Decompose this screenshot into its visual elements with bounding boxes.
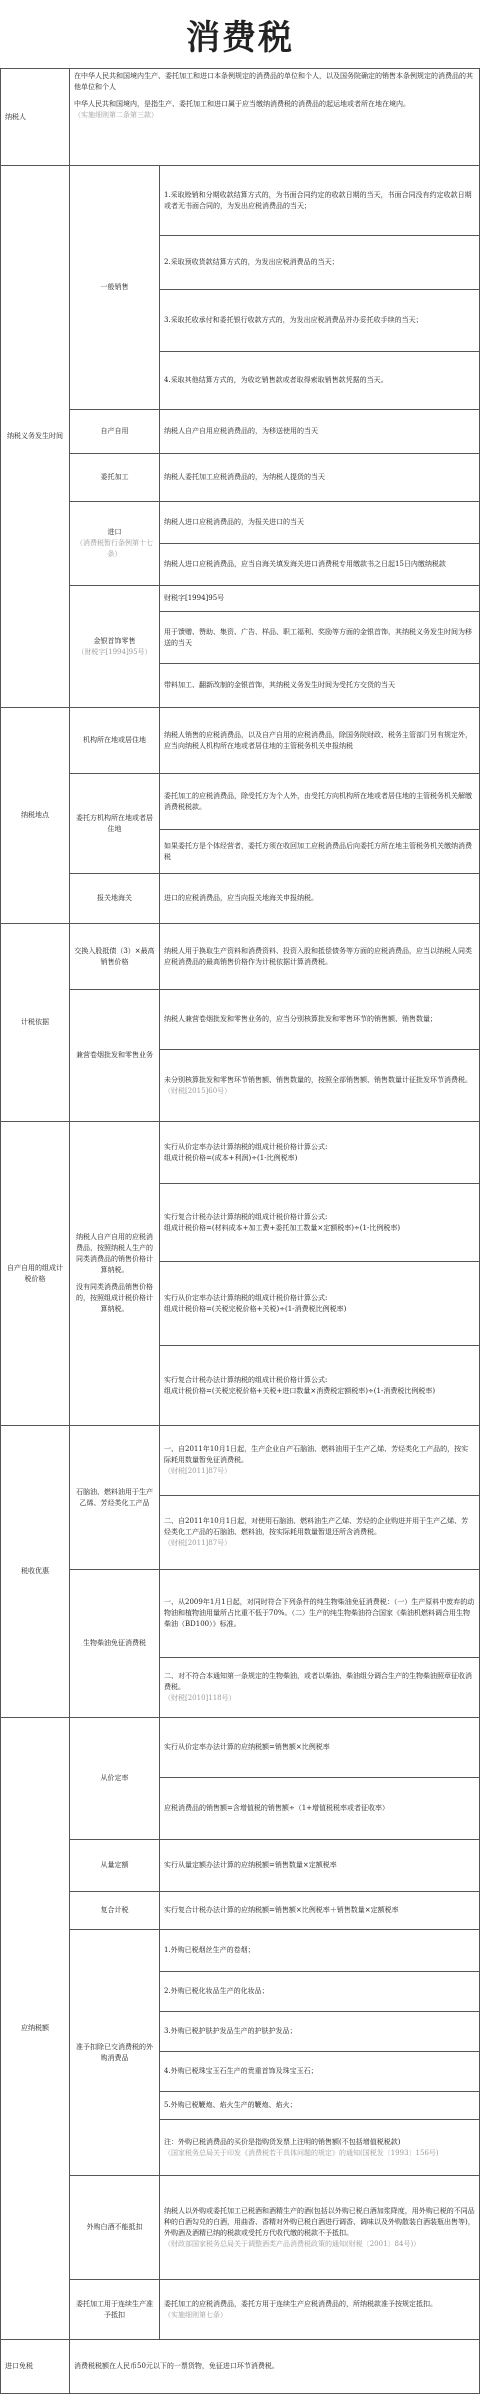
basis-highest-label: 交换入股抵债（3）×最高销售价格 [70,924,160,990]
preferences-oil-note1: （财税[2011]87号） [164,1467,232,1475]
taxpayer-text2: 中华人民共和国境内，是指生产、委托加工和进口属于应当缴纳消费税的消费品的起运地或者所在地在境内。 [74,100,410,108]
payable-imported-cell [160,2176,480,2280]
payable-specific-label: 从量定额 [70,1840,160,1892]
timing-sales-item: 2.采取预收货款结算方式的，为发出应税消费品的当天； [160,236,480,290]
payable-recovered-label: 委托加工用于连续生产准予抵扣 [70,2280,160,2340]
basis-combined-text1: 纳税人兼营卷烟批发和零售业务的，应当分别核算批发和零售环节的销售额、销售数量； [160,990,480,1050]
timing-self-use-text: 纳税人自产自用应税消费品的，为移送使用的当天 [160,410,480,454]
basis-combined-text2: 未分别核算批发和零售环节销售额、销售数量的，按照全部销售额、销售数量计征批发环节消费税。 [164,1075,472,1084]
timing-label: 纳税义务发生时间 [0,166,70,708]
basis-label: 计税依据 [0,924,70,1122]
self-made-formula: 组成计税价格=(材料成本+加工费+委托加工数量×定额税率)÷(1-比例税率) [164,1223,401,1232]
timing-self-use-label: 自产自用 [70,410,160,454]
timing-sales-item: 1.采取赊销和分期收款结算方式的，为书面合同约定的收款日期的当天，书面合同没有约定收款日期或者无书面合同的，为发出应税消费品的当天； [160,166,480,236]
taxpayer-text: 在中华人民共和国境内生产、委托加工和进口本条例规定的消费品的单位和个人，以及国务院确定的销售本条例规定的消费品的其他单位和个人 [74,72,473,91]
self-made-formula-row [160,1184,480,1262]
payable-deduct-item: 4.外购已税珠宝玉石生产的贵重首饰及珠宝玉石； [160,2052,480,2092]
payable-recovered-cell [160,2280,480,2340]
self-made-sub-label2: 没有同类消费品销售价格的，按照组成计税价格计算纳税。 [76,1283,153,1313]
taxpayer-definition [70,68,480,166]
preferences-bio-label: 生物柴油免征消费税 [70,1570,160,1718]
taxpayer-label: 纳税人 [0,68,70,166]
exemption-label: 进口免税 [0,2340,70,2394]
self-made-sub-cell [70,1122,160,1426]
payable-deduct-item: 5.外购已税鞭炮、焰火生产的鞭炮、焰火； [160,2092,480,2120]
taxpayer-note: （实施细则第二条第三款） [74,111,158,119]
timing-gold-text1: 用于馈赠、赞助、集资、广告、样品、职工福利、奖励等方面的金银首饰，其纳税义务发生时间为移送的当天 [160,612,480,664]
self-made-formula-intro: 实行复合计税办法计算纳税的组成计税价格计算公式: [164,1375,328,1384]
timing-gold-doc: 财税字[1994]95号 [160,586,480,612]
payable-imported-text: 纳税人以外购或委托加工已税酒和酒精生产的酒(包括以外购已税白酒加浆降度，用外购已税的不同品种的白酒勾兑的白酒，用曲香、香精对外购已税白酒进行调香、调味以及外购散装白酒装瓶出售等)，外购酒及酒精已纳的税款或受托方代收代缴的税款不予抵扣。 [164,2206,475,2237]
preferences-label: 税收优惠 [0,1426,70,1718]
page-title: 消费税 [186,17,294,58]
self-made-formula-row [160,1262,480,1346]
timing-sales-item: 3.采取托收承付和委托银行收款方式的，为发出应税消费品并办妥托收手续的当天； [160,290,480,352]
self-made-formula-intro: 实行复合计税办法计算纳税的组成计税价格计算公式: [164,1212,328,1221]
location-customs-label: 报关地海关 [70,874,160,924]
self-made-formula-intro: 实行从价定率办法计算纳税的组成计税价格计算公式: [164,1293,328,1302]
timing-commissioned-label: 委托加工 [70,454,160,502]
preferences-oil-text2: 二、自2011年10月1日起，对使用石脑油、燃料油生产乙烯、芳烃的企业购进并用于生产乙烯、芳烃类化工产品的石脑油、燃料油，按实际耗用数量暂退还所含消费税。 [164,1517,469,1536]
self-made-formula-intro: 实行从价定率办法计算纳税的组成计税价格计算公式: [164,1142,328,1151]
self-made-formula: 组成计税价格=(成本+利润)÷(1-比例税率) [164,1153,298,1162]
timing-sales-item: 4.采取其他结算方式的，为收讫销售款或者取得索取销售款凭据的当天。 [160,352,480,410]
payable-deduct-item: 2.外购已税化妆品生产的化妆品； [160,1972,480,2012]
location-customs-text: 进口的应税消费品，应当向报关地海关申报纳税。 [160,874,480,924]
timing-import-label: 进口 [107,528,122,536]
self-made-formula-row [160,1122,480,1184]
preferences-bio-cell2 [160,1658,480,1718]
payable-recovered-note: （实施细则第七条） [164,2310,227,2319]
payable-specific-text: 实行从量定额办法计算的应纳税额=销售数量×定额税率 [160,1840,480,1892]
basis-combined-label: 兼营卷烟批发和零售业务 [70,990,160,1122]
payable-imported-note: （财政部国家税务总局关于调整酒类产品消费税政策的通知(财税〔2001〕84号)） [164,2239,421,2248]
location-org-text: 纳税人销售的应税消费品，以及自产自用的应税消费品，除国务院财政、税务主管部门另有规定外，应当向纳税人机构所在地或者居住地的主管税务机关申报纳税 [160,708,480,774]
basis-combined-cell2 [160,1050,480,1122]
self-made-formula: 组成计税价格=(关税完税价格+关税+进口数量×消费税定额税率)÷(1-消费税比例税率) [164,1386,436,1395]
self-made-sub-label1: 纳税人自产自用的应税消费品，按照纳税人生产的同类消费品的销售价格计算纳税。 [76,1233,153,1274]
tax-table [0,68,480,2395]
location-commissioned-label: 委托方机构所在地或者居住地 [70,774,160,874]
payable-ad-valorem-text2: 应税消费品的销售额=含增值税的销售额÷（1+增值税税率或者征收率） [160,1778,480,1840]
basis-combined-note: （财税[2015]60号） [164,1086,232,1095]
payable-deduct-last: 注：外购已税消费品的买价是指购货发票上注明的销售额(不包括增值税税款) [164,2137,401,2146]
payable-deduct-label: 准予扣除已交消费税的外购消费品 [70,1930,160,2176]
timing-gold-label: 金银首饰零售 [93,636,136,645]
timing-commissioned-text: 纳税人委托加工应税消费品的，为纳税人提货的当天 [160,454,480,502]
self-made-formula-row [160,1346,480,1426]
timing-import-cell [70,502,160,586]
location-commissioned-text2: 如果委托方是个体经营者，委托方须在收回加工应税消费品后向委托方所在地主管税务机关缴纳消费税 [160,830,480,874]
payable-ad-valorem-text1: 实行从价定率办法计算的应纳税额=销售额×比例税率 [160,1718,480,1778]
preferences-oil-cell2 [160,1496,480,1570]
payable-deduct-item: 1.外购已税烟丝生产的卷烟； [160,1930,480,1972]
payable-recovered-text: 委托加工的应税消费品，委托方用于连续生产应税消费品的，所纳税款准予按规定抵扣。 [164,2299,437,2308]
payable-deduct-item: 3.外购已税护肤护发品生产的护肤护发品； [160,2012,480,2052]
preferences-bio-text1: 一、从2009年1月1日起，对同时符合下列条件的纯生物柴油免征消费税：（一）生产原料中废弃的动物油和植物油用量所占比重不低于70%。（二）生产的纯生物柴油符合国家《柴油机燃料调合用生物柴油（BD100）》标准。 [160,1570,480,1658]
payable-label: 应纳税额 [0,1718,70,2340]
location-commissioned-text1: 委托加工的应税消费品，除受托方为个人外，由受托方向机构所在地或者居住地的主管税务机关解缴消费税税款。 [160,774,480,830]
timing-gold-cell [70,586,160,708]
location-org-label: 机构所在地或居住地 [70,708,160,774]
timing-import-text1: 纳税人进口应税消费品的，为报关进口的当天 [160,502,480,544]
payable-deduct-note: （国家税务总局关于印发《消费税若干具体问题的规定》的通知(国税发〔1993〕156号) [164,2148,439,2157]
timing-sales-label: 一般销售 [70,166,160,410]
basis-highest-text: 纳税人用于换取生产资料和消费资料、投资入股和抵偿债务等方面的应税消费品，应当以纳税人同类应税消费品的最高销售价格作为计税依据计算消费税。 [160,924,480,990]
self-made-label: 自产自用的组成计税价格 [0,1122,70,1426]
preferences-oil-label: 石脑油、燃料油用于生产乙烯、芳烃类化工产品 [70,1426,160,1570]
timing-gold-text2: 带料加工、翻新改制的金银首饰，其纳税义务发生时间为受托方交货的当天 [160,664,480,708]
payable-compound-text: 实行复合计税办法计算的应纳税额=销售额×比例税率＋销售数量×定额税率 [160,1892,480,1930]
preferences-bio-note: （财税[2010]118号） [164,1694,236,1702]
location-label: 纳税地点 [0,708,70,924]
timing-gold-note: （财税字[1994]95号） [77,647,152,656]
payable-imported-label: 外购白酒不能抵扣 [70,2176,160,2280]
preferences-oil-text1: 一、自2011年10月1日起，生产企业自产石脑油、燃料油用于生产乙烯、芳烃类化工产品的，按实际耗用数量暂免征消费税。 [164,1445,469,1464]
preferences-bio-text2: 二、对不符合本通知第一条规定的生物柴油，或者以柴油、柴油组分调合生产的生物柴油照章征收消费税。 [164,1672,472,1691]
self-made-formula: 组成计税价格=(关税完税价格+关税)÷(1-消费税比例税率) [164,1304,347,1313]
timing-import-text2: 纳税人进口应税消费品，应当自海关填发海关进口消费税专用缴款书之日起15日内缴纳税款 [160,544,480,586]
payable-ad-valorem-label: 从价定率 [70,1718,160,1840]
preferences-oil-cell1 [160,1426,480,1496]
preferences-oil-note2: （财税[2011]87号） [164,1539,232,1547]
payable-compound-label: 复合计税 [70,1892,160,1930]
payable-deduct-last-cell [160,2120,480,2176]
timing-import-note: （消费税暂行条例第十七条） [76,539,153,558]
exemption-text: 消费税税额在人民币50元以下的一票货物，免征进口环节消费税。 [70,2340,480,2394]
